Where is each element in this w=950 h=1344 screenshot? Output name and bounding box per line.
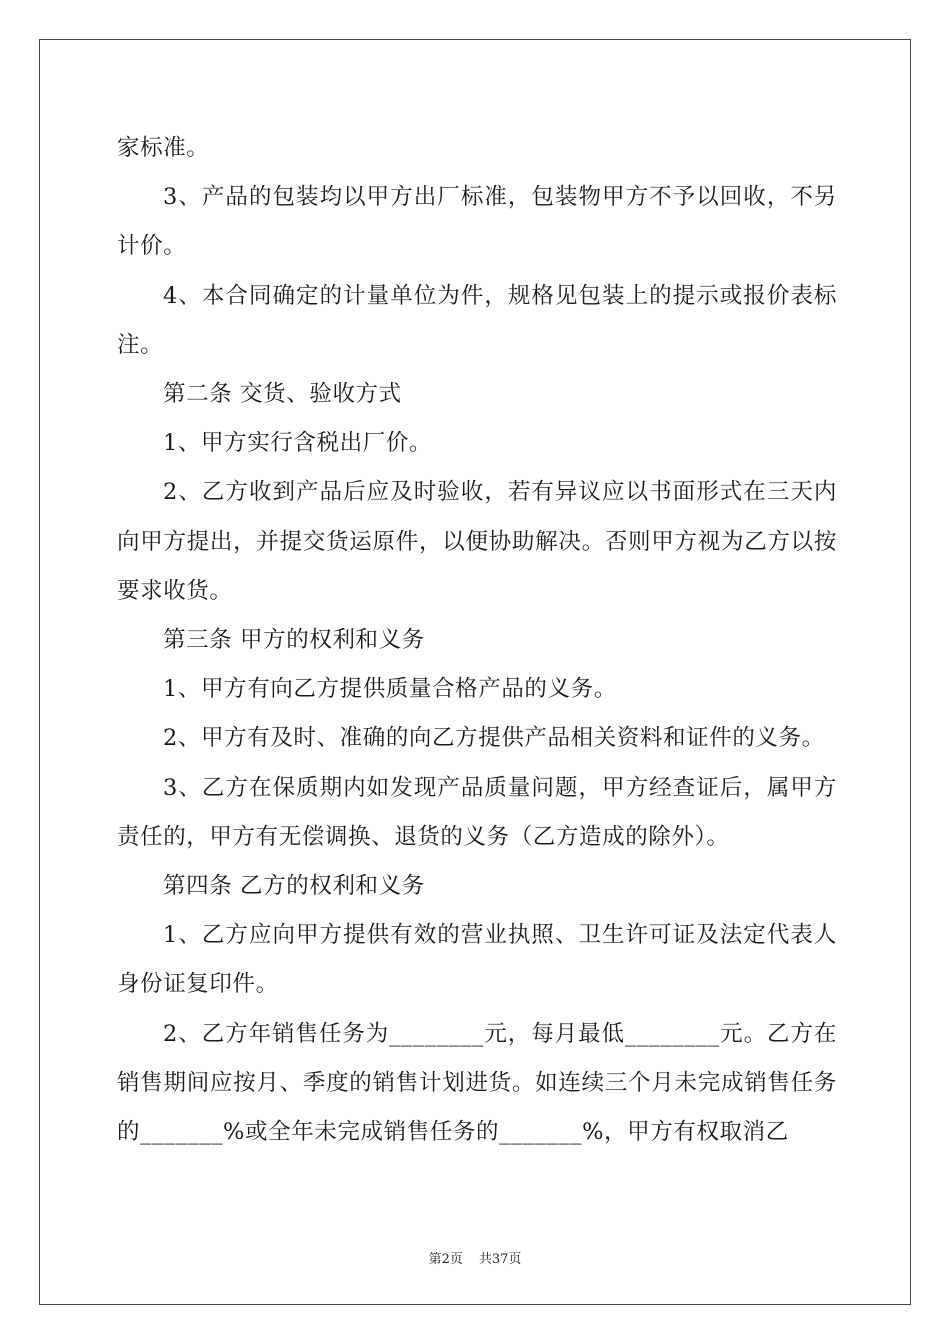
paragraph-2: 4、本合同确定的计量单位为件，规格见包装上的提示或报价表标注。 xyxy=(117,282,837,358)
document-body xyxy=(117,124,837,1157)
page-total: 共37页 xyxy=(478,1252,522,1267)
paragraph-8: 2、甲方有及时、准确的向乙方提供产品相关资料和证件的义务。 xyxy=(163,725,825,752)
paragraph-12: 2、乙方年销售任务为________元，每月最低________元。乙方在销售期间应按月、季度的销售计划进货。如连续三个月未完成销售任务的_______%或全年未完成销售任务的_______%，甲方有权取消乙 xyxy=(117,1020,837,1146)
paragraph-4: 1、甲方实行含税出厂价。 xyxy=(163,430,433,457)
paragraph-0: 家标准。 xyxy=(117,135,210,161)
section-heading-3: 第三条 甲方的权利和义务 xyxy=(163,627,425,654)
paragraph-5: 2、乙方收到产品后应及时验收，若有异议应以书面形式在三天内向甲方提出，并提交货运原件，以便协助解决。否则甲方视为乙方以按要求收货。 xyxy=(117,479,837,604)
page-footer xyxy=(0,1248,950,1267)
paragraph-1: 3、产品的包装均以甲方出厂标准，包装物甲方不予以回收，不另计价。 xyxy=(117,184,837,260)
paragraph-11: 1、乙方应向甲方提供有效的营业执照、卫生许可证及法定代表人身份证复印件。 xyxy=(117,922,837,998)
section-heading-4: 第四条 乙方的权利和义务 xyxy=(163,873,425,900)
section-heading-2: 第二条 交货、验收方式 xyxy=(163,381,402,408)
paragraph-7: 1、甲方有向乙方提供质量合格产品的义务。 xyxy=(163,676,617,703)
paragraph-9: 3、乙方在保质期内如发现产品质量问题，甲方经查证后，属甲方责任的，甲方有无偿调换、退货的义务（乙方造成的除外）。 xyxy=(117,774,837,850)
page-number: 第2页 xyxy=(428,1252,463,1267)
